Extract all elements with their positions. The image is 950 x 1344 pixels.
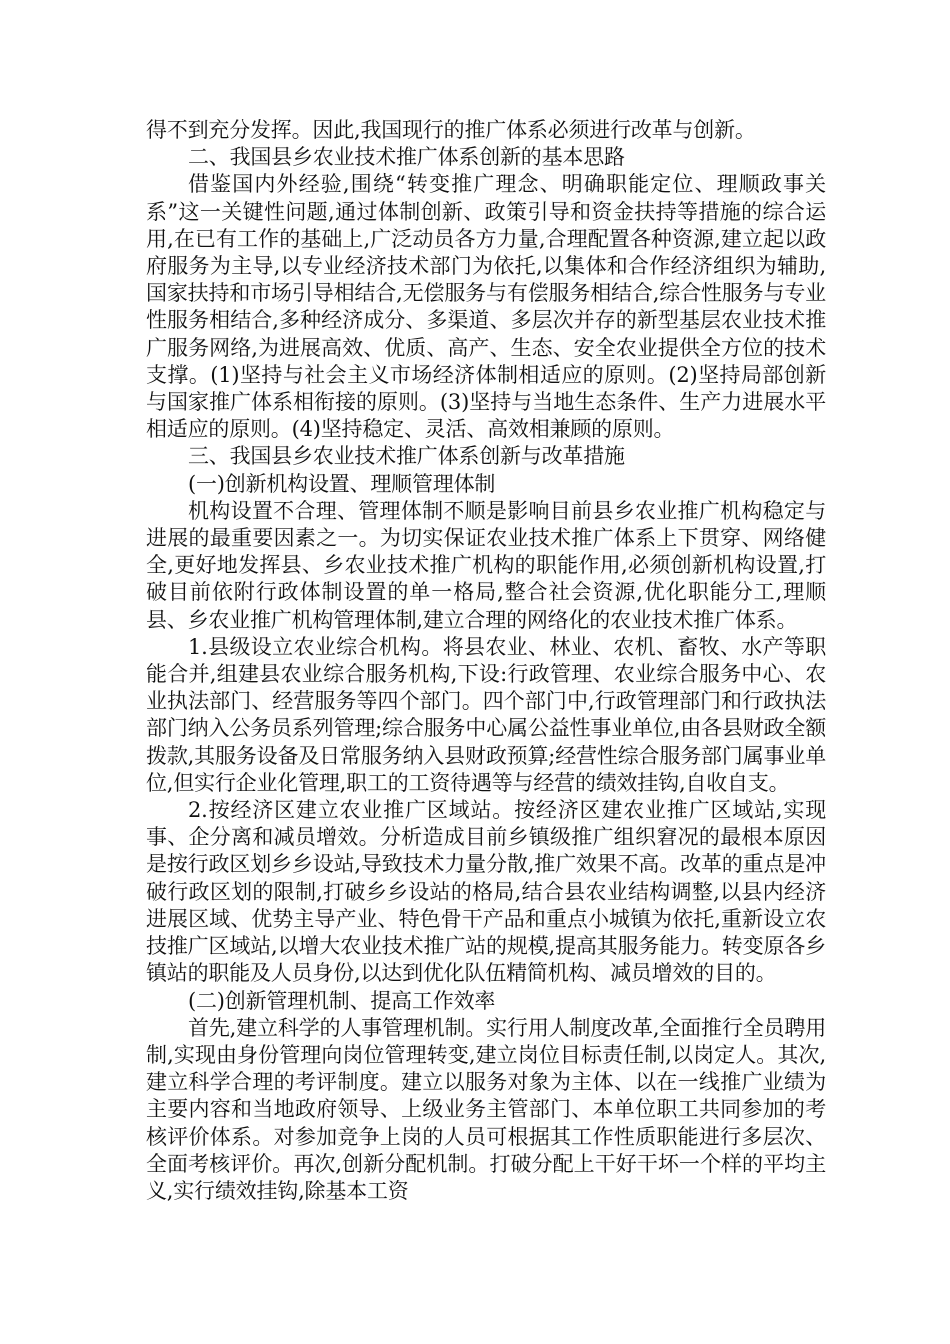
paragraph-management-mechanism: 首先,建立科学的人事管理机制。实行用人制度改革,全面推行全员聘用制,实现由身份管理向岗位管理转变,建立岗位目标责任制,以岗定人。其次,建立科学合理的考评制度。建立以服务对象为主体、以在一线推广业绩为主要内容和当地政府领导、上级业务主管部门、本单位职工共同参加的考核评价体系。对参加竞争上岗的人员可根据其工作性质职能进行多层次、全面考核评价。再次,创新分配机制。打破分配上干好干坏一个样的平均主义,实行绩效挂钩,除基本工资 xyxy=(146,1015,826,1203)
section-heading-3: 三、我国县乡农业技术推广体系创新与改革措施 xyxy=(188,444,625,469)
subsection-heading-2: (二)创新管理机制、提高工作效率 xyxy=(188,988,496,1013)
section-heading-2: 二、我国县乡农业技术推广体系创新的基本思路 xyxy=(188,145,625,170)
paragraph-institution-setup: 机构设置不合理、管理体制不顺是影响目前县乡农业推广机构稳定与进展的最重要因素之一。为切实保证农业技术推广体系上下贯穿、网络健全,更好地发挥县、乡农业技术推广机构的职能作用,必须创新机构设置,打破目前依附行政体制设置的单一格局,整合社会资源,优化职能分工,理顺县、乡农业推广机构管理体制,建立合理的网络化的农业技术推广体系。 xyxy=(146,498,826,632)
subsection-heading-1: (一)创新机构设置、理顺管理体制 xyxy=(188,471,496,496)
document-page xyxy=(146,117,826,1205)
paragraph-continuation: 得不到充分发挥。因此,我国现行的推广体系必须进行改革与创新。 xyxy=(146,118,756,142)
paragraph-county-agency: 1.县级设立农业综合机构。将县农业、林业、农机、畜牧、水产等职能合并,组建县农业综合服务机构,下设:行政管理、农业综合服务中心、农业执法部门、经营服务等四个部门。四个部门中,行政管理部门和行政执法部门纳入公务员系列管理;综合服务中心属公益性事业单位,由各县财政全额拨款,其服务设备及日常服务纳入县财政预算;经营性综合服务部门属事业单位,但实行企业化管理,职工的工资待遇等与经营的绩效挂钩,自收自支。 xyxy=(146,634,826,795)
paragraph-basic-approach: 借鉴国内外经验,围绕“转变推广理念、明确职能定位、理顺政事关系”这一关键性问题,通过体制创新、政策引导和资金扶持等措施的综合运用,在已有工作的基础上,广泛动员各方力量,合理配置各种资源,建立起以政府服务为主导,以专业经济技术部门为依托,以集体和合作经济组织为辅助,国家扶持和市场引导相结合,无偿服务与有偿服务相结合,综合性服务与专业性服务相结合,多种经济成分、多渠道、多层次并存的新型基层农业技术推广服务网络,为进展高效、优质、高产、生态、安全农业提供全方位的技术支撑。(1)坚持与社会主义市场经济体制相适应的原则。(2)坚持局部创新与国家推广体系相衔接的原则。(3)坚持与当地生态条件、生产力进展水平相适应的原则。(4)坚持稳定、灵活、高效相兼顾的原则。 xyxy=(146,172,826,442)
paragraph-regional-station: 2.按经济区建立农业推广区域站。按经济区建农业推广区域站,实现事、企分离和减员增效。分析造成目前乡镇级推广组织窘况的最根本原因是按行政区划乡乡设站,导致技术力量分散,推广效果不高。改革的重点是冲破行政区划的限制,打破乡乡设站的格局,结合县农业结构调整,以县内经济进展区域、优势主导产业、特色骨干产品和重点小城镇为依托,重新设立农技推广区域站,以增大农业技术推广站的规模,提高其服务能力。转变原各乡镇站的职能及人员身份,以达到优化队伍精简机构、减员增效的目的。 xyxy=(146,798,826,986)
